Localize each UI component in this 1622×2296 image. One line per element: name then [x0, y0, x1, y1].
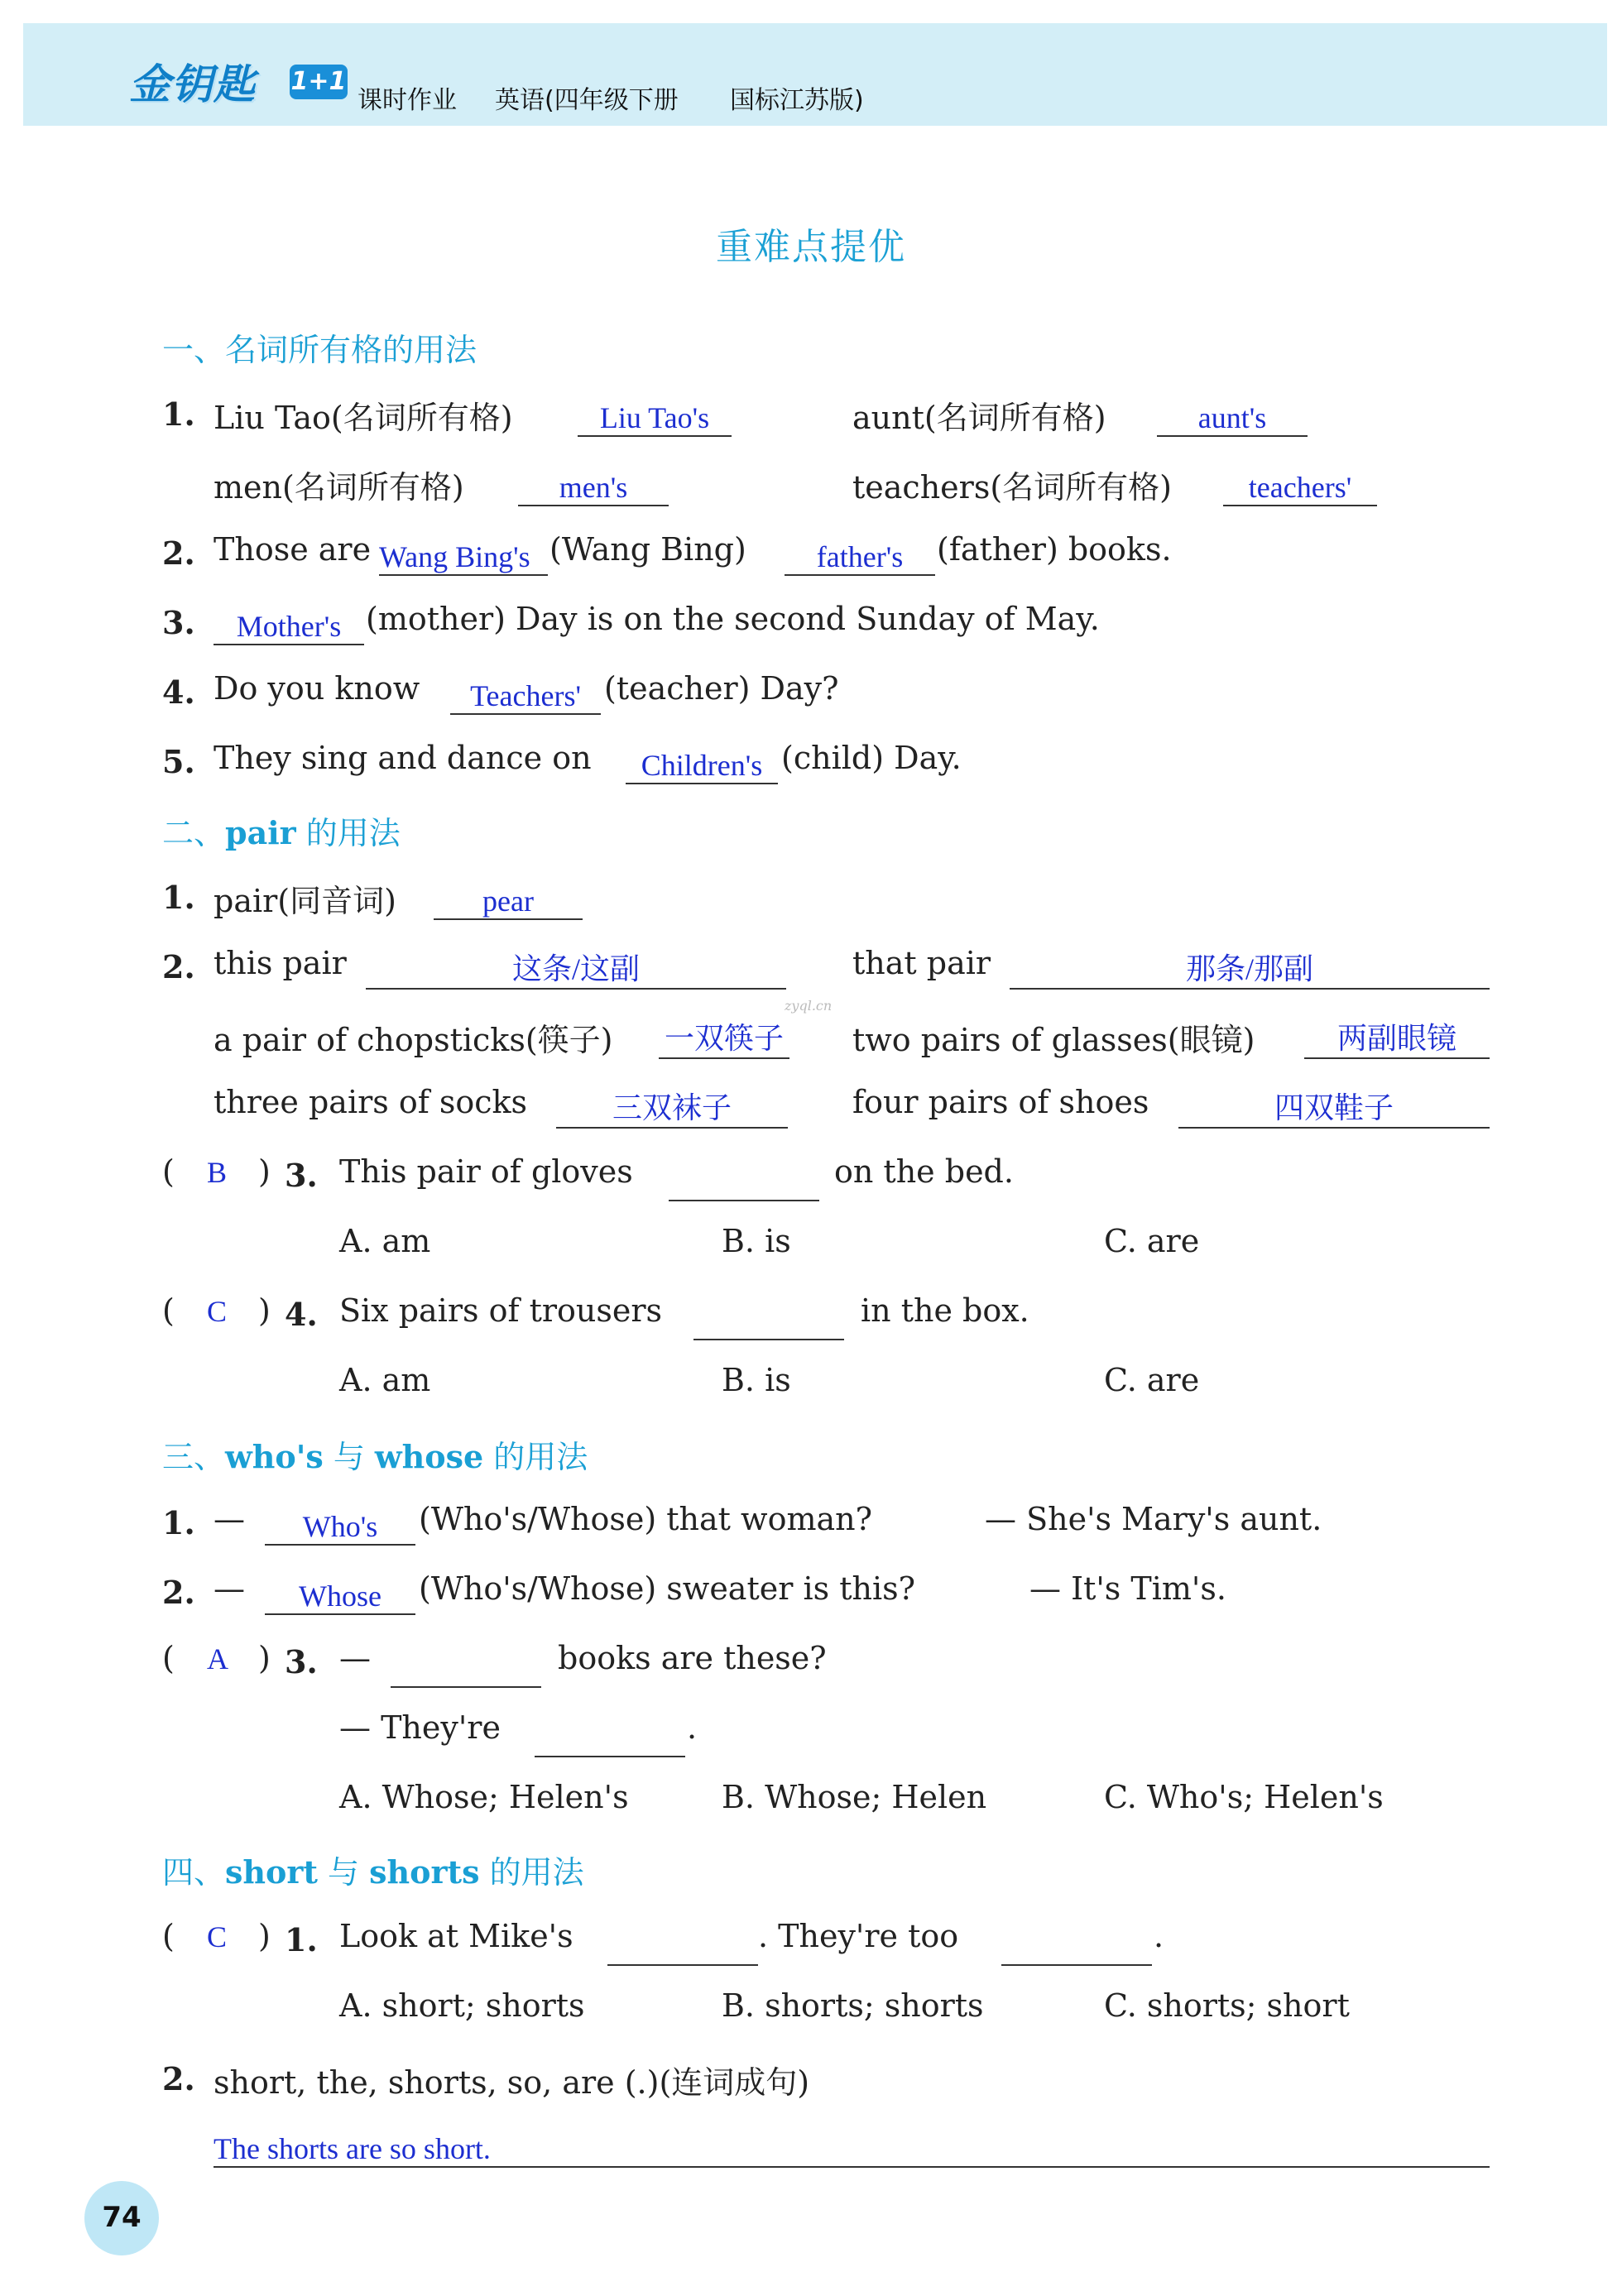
s2-q2-e-text: three pairs of socks: [214, 1084, 528, 1120]
s3-q3-paren-left: (: [162, 1640, 175, 1676]
watermark: zyql.cn: [785, 998, 833, 1014]
s3-q1-reply: — She's Mary's aunt.: [985, 1501, 1322, 1537]
s2-q4-number: 4.: [285, 1296, 318, 1333]
s3-q2-answer: Whose: [265, 1572, 415, 1615]
s1-q1-b-text: aunt(名词所有格): [852, 400, 1106, 436]
s3-q3-number: 3.: [285, 1643, 318, 1680]
s4-q1-blank-1: [607, 1933, 758, 1966]
header-series: 课时作业: [358, 86, 457, 115]
s3-q3-blank-1: [391, 1655, 541, 1688]
s3-q1-number: 1.: [162, 1504, 195, 1541]
s3-q3-line2: — They're: [339, 1709, 501, 1746]
section-2-heading: 二、pair 的用法: [162, 814, 401, 851]
s3-q1-answer: Who's: [265, 1503, 415, 1546]
s2-q4-blank: [693, 1307, 844, 1340]
page-number: 74: [102, 2201, 142, 2234]
s4-q1-period: .: [1154, 1918, 1164, 1954]
s2-q3-blank: [669, 1168, 819, 1201]
s4-q1-number: 1.: [285, 1921, 318, 1958]
s2-q2-f-text: four pairs of shoes: [852, 1084, 1149, 1120]
s1-q1-b-answer: aunt's: [1157, 394, 1308, 437]
s4-q1-pre: Look at Mike's: [339, 1918, 573, 1954]
s2-q2-d-answer: 两副眼镜: [1304, 1016, 1490, 1059]
s3-q2-post: (Who's/Whose) sweater is this?: [419, 1570, 915, 1607]
s4-q1-paren-left: (: [162, 1918, 175, 1954]
s2-q3-option-b: B. is: [722, 1223, 791, 1259]
s1-q3-answer: Mother's: [214, 602, 364, 645]
s1-q2-post: (father) books.: [937, 531, 1172, 568]
s4-q1-paren-right: ): [258, 1918, 271, 1954]
s2-q3-choice: B: [207, 1156, 228, 1189]
s1-q3-post: (mother) Day is on the second Sunday of May.: [366, 601, 1100, 637]
s3-q3-dash: —: [339, 1640, 371, 1676]
s1-q5-number: 5.: [162, 743, 195, 780]
s2-q3-paren-right: ): [258, 1153, 271, 1190]
s2-q3-option-c: C. are: [1104, 1223, 1200, 1259]
s1-q5-answer: Children's: [626, 741, 778, 784]
s3-q1-post: (Who's/Whose) that woman?: [419, 1501, 872, 1537]
section-3-heading: 三、who's 与 whose 的用法: [162, 1438, 588, 1475]
s2-q1-answer: pear: [434, 877, 583, 920]
s1-q1-number: 1.: [162, 395, 195, 433]
s1-q4-post: (teacher) Day?: [604, 670, 839, 707]
s2-q4-option-c: C. are: [1104, 1362, 1200, 1398]
s1-q1-c-text: men(名词所有格): [214, 469, 464, 506]
s1-q5-post: (child) Day.: [781, 740, 962, 776]
s1-q1-a-answer: Liu Tao's: [578, 394, 732, 437]
s3-q3-blank-2: [535, 1724, 685, 1757]
s4-q1-mid: . They're too: [758, 1918, 959, 1954]
s3-q2-dash: —: [214, 1570, 245, 1607]
s3-q3-choice: A: [207, 1642, 228, 1675]
s1-q3-number: 3.: [162, 604, 195, 641]
s4-q2-text: short, the, shorts, so, are (.)(连词成句): [214, 2064, 810, 2101]
section-4-heading: 四、short 与 shorts 的用法: [162, 1853, 584, 1891]
s1-q5-pre: They sing and dance on: [214, 740, 592, 776]
s2-q3-post: on the bed.: [834, 1153, 1014, 1190]
s2-q4-option-b: B. is: [722, 1362, 791, 1398]
s1-q2-answer-1: Wang Bing's: [379, 533, 548, 576]
s3-q3-period: .: [687, 1709, 698, 1746]
s3-q3-option-c: C. Who's; Helen's: [1104, 1779, 1384, 1815]
s4-q1-blank-2: [1001, 1933, 1152, 1966]
s2-q2-d-text: two pairs of glasses(眼镜): [852, 1022, 1255, 1058]
s3-q3-option-b: B. Whose; Helen: [722, 1779, 987, 1815]
s2-q3-pre: This pair of gloves: [339, 1153, 633, 1190]
logo-badge: 1+1: [290, 65, 348, 99]
s2-q3-number: 3.: [285, 1157, 318, 1194]
s3-q2-number: 2.: [162, 1574, 195, 1611]
s1-q2-number: 2.: [162, 534, 195, 572]
s2-q2-f-answer: 四双鞋子: [1178, 1086, 1490, 1129]
s4-q1-option-b: B. shorts; shorts: [722, 1987, 984, 2024]
s2-q2-b-answer: 那条/那副: [1010, 947, 1490, 990]
s2-q1-text: pair(同音词): [214, 883, 396, 919]
s2-q4-option-a: A. am: [339, 1362, 431, 1398]
s1-q4-pre: Do you know: [214, 670, 420, 707]
s2-q1-number: 1.: [162, 879, 195, 916]
s4-q2-answer: The shorts are so short.: [214, 2125, 1490, 2168]
s3-q3-option-a: A. Whose; Helen's: [339, 1779, 629, 1815]
s1-q2-answer-2: father's: [785, 533, 935, 576]
s1-q1-a-text: Liu Tao(名词所有格): [214, 400, 513, 436]
s3-q3-post: books are these?: [558, 1640, 827, 1676]
s1-q1-c-answer: men's: [518, 463, 669, 506]
s3-q3-paren-right: ): [258, 1640, 271, 1676]
s2-q2-a-answer: 这条/这副: [366, 947, 786, 990]
s2-q3-paren-left: (: [162, 1153, 175, 1190]
section-1-heading: 一、名词所有格的用法: [162, 332, 477, 368]
logo: 金钥匙: [129, 60, 256, 108]
s1-q2-pre: Those are: [214, 531, 372, 568]
s1-q1-d-answer: teachers': [1223, 463, 1377, 506]
s3-q2-reply: — It's Tim's.: [1029, 1570, 1226, 1607]
s4-q1-choice: C: [207, 1920, 228, 1953]
s1-q2-mid: (Wang Bing): [549, 531, 746, 568]
s1-q4-answer: Teachers': [450, 672, 601, 715]
s2-q2-e-answer: 三双袜子: [556, 1086, 788, 1129]
s2-q2-b-text: that pair: [852, 945, 991, 981]
s2-q4-choice: C: [207, 1295, 228, 1328]
header-subject: 英语(四年级下册: [495, 86, 679, 115]
s2-q2-c-text: a pair of chopsticks(筷子): [214, 1022, 613, 1058]
s1-q1-d-text: teachers(名词所有格): [852, 469, 1172, 506]
s2-q4-pre: Six pairs of trousers: [339, 1292, 663, 1329]
page-title: 重难点提优: [716, 226, 906, 268]
s4-q1-option-c: C. shorts; short: [1104, 1987, 1350, 2024]
s3-q1-dash: —: [214, 1501, 245, 1537]
s2-q2-c-answer: 一双筷子: [659, 1016, 789, 1059]
s2-q2-a-text: this pair: [214, 945, 347, 981]
s2-q3-option-a: A. am: [339, 1223, 431, 1259]
s4-q2-number: 2.: [162, 2060, 195, 2097]
header-edition: 国标江苏版): [730, 86, 864, 115]
s1-q4-number: 4.: [162, 673, 195, 711]
s2-q2-number: 2.: [162, 948, 195, 985]
s2-q4-post: in the box.: [861, 1292, 1029, 1329]
s4-q1-option-a: A. short; shorts: [339, 1987, 585, 2024]
s2-q4-paren-left: (: [162, 1292, 175, 1329]
s2-q4-paren-right: ): [258, 1292, 271, 1329]
